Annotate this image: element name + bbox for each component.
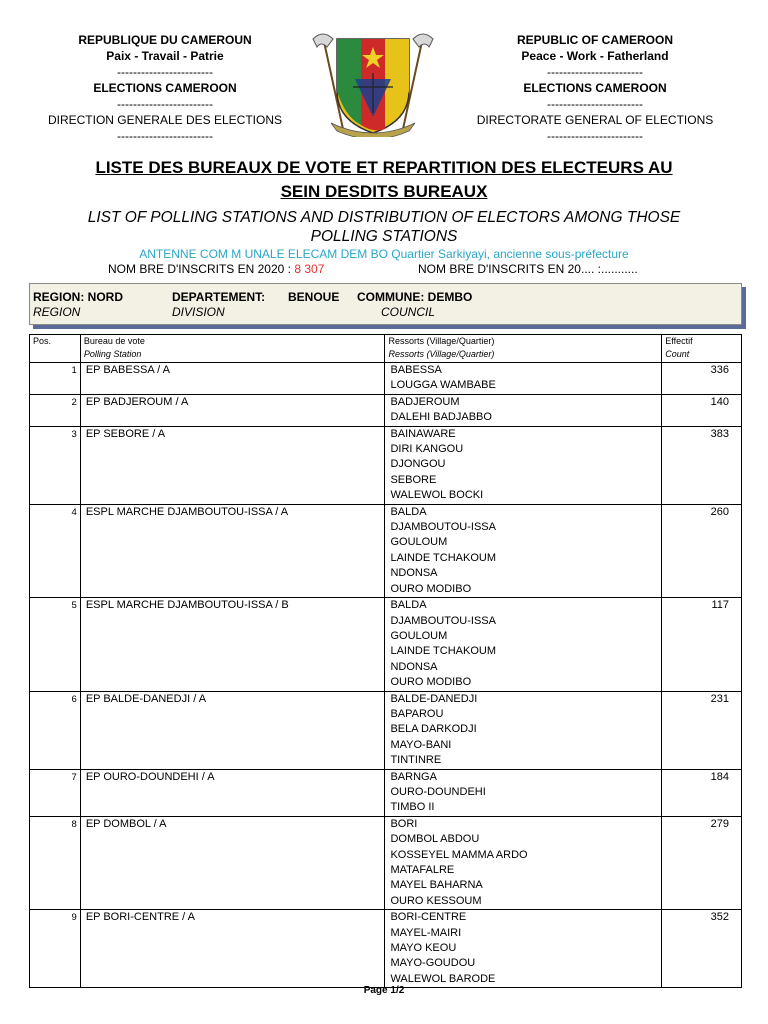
row-position: 8 xyxy=(71,818,77,830)
ressort-item: TINTINRE xyxy=(390,754,442,767)
ressort-item: OURO MODIBO xyxy=(390,676,472,689)
row-ressorts xyxy=(385,363,662,395)
region-box xyxy=(29,283,742,325)
table-row xyxy=(30,363,742,395)
ressort-item: MAYO-BANI xyxy=(390,738,452,751)
commune-label: COMMUNE: DEMBO xyxy=(357,290,473,304)
separator: ------------------------ xyxy=(547,97,643,111)
row-bureau: EP DOMBOL / A xyxy=(85,817,167,830)
row-position: 3 xyxy=(71,428,77,440)
separator: ------------------------ xyxy=(547,65,643,79)
table-row xyxy=(30,426,742,504)
row-count: 383 xyxy=(710,427,729,440)
separator: ------------------------ xyxy=(117,97,213,111)
row-position: 9 xyxy=(71,912,77,924)
ressort-item: BELA DARKODJI xyxy=(390,723,477,736)
row-count: 231 xyxy=(710,692,729,705)
row-position: 1 xyxy=(71,365,77,376)
col-effectif-header: Effectif xyxy=(665,336,693,346)
row-ressorts xyxy=(385,394,662,426)
departement-value: BENOUE xyxy=(288,290,340,304)
ressort-item: MAYEL-MAIRI xyxy=(390,926,462,939)
row-ressorts xyxy=(385,769,662,816)
table-header-row xyxy=(30,335,742,363)
ressort-item: SEBORE xyxy=(390,473,437,486)
motto-fr: Paix - Travail - Patrie xyxy=(106,49,224,63)
row-bureau: EP SEBORE / A xyxy=(85,427,166,440)
header-right-block xyxy=(445,32,745,144)
row-position: 7 xyxy=(71,771,77,783)
ressort-item: BALDA xyxy=(390,505,427,518)
org-fr: ELECTIONS CAMEROON xyxy=(93,81,237,95)
ressort-item: LAINDE TCHAKOUM xyxy=(390,551,496,564)
antenne-address: ANTENNE COM M UNALE ELECAM DEM BO Quartier Sarkiyayi, ancienne sous-préfecture xyxy=(139,247,629,261)
ressort-item: GOULOUM xyxy=(390,536,448,549)
row-count: 140 xyxy=(710,395,729,408)
row-ressorts xyxy=(385,426,662,504)
ressort-item: OURO MODIBO xyxy=(390,582,472,595)
row-bureau: ESPL MARCHE DJAMBOUTOU-ISSA / B xyxy=(85,599,289,612)
council-en: COUNCIL xyxy=(381,305,436,319)
ressort-item: WALEWOL BARODE xyxy=(390,972,496,985)
table-row xyxy=(30,816,742,909)
row-count: 352 xyxy=(710,911,729,924)
row-bureau: EP BADJEROUM / A xyxy=(85,395,189,408)
country-fr: REPUBLIQUE DU CAMEROUN xyxy=(78,33,252,47)
col-pos-header: Pos. xyxy=(33,336,52,346)
row-ressorts xyxy=(385,598,662,691)
row-position: 6 xyxy=(71,693,77,705)
ressort-item: BORI-CENTRE xyxy=(390,911,467,924)
row-position: 4 xyxy=(71,506,77,518)
ressort-item: LAINDE TCHAKOUM xyxy=(390,645,496,658)
table-row xyxy=(30,598,742,691)
title-english: LIST OF POLLING STATIONS AND DISTRIBUTION OF ELECTORS AMONG THOSE POLLING STATIONS xyxy=(87,209,681,245)
col-bureau-header: Bureau de vote xyxy=(83,336,145,346)
table-row xyxy=(30,394,742,426)
row-ressorts xyxy=(385,504,662,597)
row-count: 279 xyxy=(710,817,729,830)
ressort-item: MATAFALRE xyxy=(390,864,455,876)
ressort-item: OURO KESSOUM xyxy=(390,894,482,907)
ressort-item: DALEHI BADJABBO xyxy=(390,411,492,424)
ressort-item: MAYO KEOU xyxy=(390,942,457,955)
row-bureau: EP OURO-DOUNDEHI / A xyxy=(85,770,215,783)
ressort-item: DJONGOU xyxy=(390,458,446,471)
row-count: 184 xyxy=(710,770,729,783)
ressort-item: GOULOUM xyxy=(390,629,448,642)
row-position: 2 xyxy=(71,396,77,408)
table-row xyxy=(30,504,742,597)
page-number: Page 1/2 xyxy=(363,985,405,996)
inscrits-2020 xyxy=(108,262,324,276)
row-count: 336 xyxy=(710,364,729,376)
inscrits-next: NOM BRE D'INSCRITS EN 20.... :........... xyxy=(418,262,638,276)
ressort-item: MAYO-GOUDOU xyxy=(390,957,476,970)
ressort-item: BALDA xyxy=(390,599,427,612)
ressort-item: DIRI KANGOU xyxy=(390,443,464,456)
ressort-item: NDONSA xyxy=(390,660,438,673)
coat-of-arms-icon xyxy=(309,29,437,137)
ressort-item: BABESSA xyxy=(390,364,442,376)
row-ressorts xyxy=(385,816,662,909)
dept-fr: DIRECTION GENERALE DES ELECTIONS xyxy=(47,113,283,127)
inscrits-value: 8 307 xyxy=(294,262,325,276)
polling-stations-table xyxy=(29,334,742,988)
inscrits-label: NOM BRE D'INSCRITS EN 2020 : xyxy=(108,262,291,276)
separator: ------------------------ xyxy=(117,129,213,143)
ressort-item: WALEWOL BOCKI xyxy=(390,489,484,502)
ressort-item: DJAMBOUTOU-ISSA xyxy=(390,614,496,627)
motto-en: Peace - Work - Fatherland xyxy=(521,49,669,63)
title-french: LISTE DES BUREAUX DE VOTE ET REPARTITION DES ELECTEURS AU SEIN DESDITS BUREAUX xyxy=(95,158,673,201)
division-en: DIVISION xyxy=(172,305,225,319)
region-en: REGION xyxy=(33,305,81,319)
table-row xyxy=(30,769,742,816)
col-ressorts-header: Ressorts (Village/Quartier) xyxy=(388,336,495,346)
org-en: ELECTIONS CAMEROON xyxy=(523,81,667,95)
ressort-item: LOUGGA WAMBABE xyxy=(390,379,496,392)
ressort-item: DOMBOL ABDOU xyxy=(390,833,480,846)
row-bureau: ESPL MARCHE DJAMBOUTOU-ISSA / A xyxy=(85,505,289,518)
row-bureau: EP BALDE-DANEDJI / A xyxy=(85,692,207,705)
ressort-item: DJAMBOUTOU-ISSA xyxy=(390,521,496,534)
header-left-block xyxy=(15,32,315,144)
ressort-item: TIMBO II xyxy=(390,801,435,814)
row-position: 5 xyxy=(71,600,77,612)
row-bureau: EP BABESSA / A xyxy=(85,364,170,376)
table-row xyxy=(30,691,742,769)
ressort-item: BORI xyxy=(390,817,418,830)
col-bureau-header-en: Polling Station xyxy=(83,349,142,359)
separator: ------------------------ xyxy=(117,65,213,79)
country-en: REPUBLIC OF CAMEROON xyxy=(517,33,673,47)
ressort-item: BARNGA xyxy=(390,770,437,783)
ressort-item: NDONSA xyxy=(390,567,438,580)
row-ressorts xyxy=(385,910,662,988)
region-label: REGION: NORD xyxy=(33,290,123,304)
separator: ------------------------ xyxy=(547,129,643,143)
row-ressorts xyxy=(385,691,662,769)
ressort-item: MAYEL BAHARNA xyxy=(390,879,483,892)
col-ressorts-header-en: Ressorts (Village/Quartier) xyxy=(388,349,495,359)
table-row xyxy=(30,910,742,988)
dept-en: DIRECTORATE GENERAL OF ELECTIONS xyxy=(476,113,714,127)
row-bureau: EP BORI-CENTRE / A xyxy=(85,911,196,924)
ressort-item: KOSSEYEL MAMMA ARDO xyxy=(390,848,528,861)
ressort-item: BALDE-DANEDJI xyxy=(390,692,478,705)
ressort-item: BADJEROUM xyxy=(390,395,460,408)
col-effectif-header-en: Count xyxy=(665,349,690,359)
ressort-item: OURO-DOUNDEHI xyxy=(390,785,486,798)
departement-label: DEPARTEMENT: xyxy=(172,290,266,304)
row-count: 117 xyxy=(711,599,729,612)
ressort-item: BAINAWARE xyxy=(390,427,456,440)
row-count: 260 xyxy=(710,505,729,518)
ressort-item: BAPAROU xyxy=(390,707,444,720)
